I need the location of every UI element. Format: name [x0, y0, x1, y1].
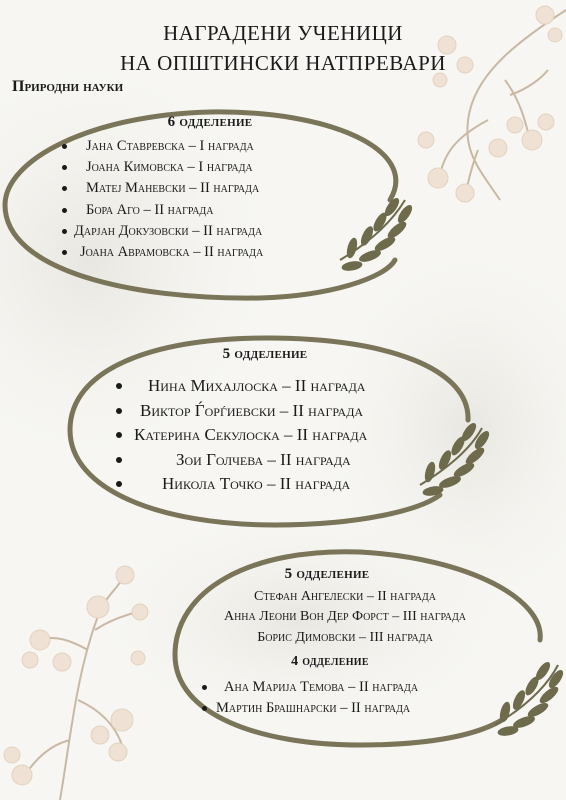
group-1-heading: 6 одделение — [167, 114, 253, 130]
section-heading: Природни науки — [12, 78, 124, 95]
page-title-line-2: НА ОПШТИНСКИ НАТПРЕВАРИ — [120, 51, 446, 75]
group-4-student-list — [200, 677, 418, 719]
list-item: Бора Аго – II награда — [60, 200, 263, 221]
group-1-student-list — [60, 136, 263, 263]
group-4-heading: 4 одделение — [291, 654, 369, 669]
page-title-line-1: НАГРАДЕНИ УЧЕНИЦИ — [163, 21, 403, 45]
list-item: Ана Марија Темова – II награда — [200, 677, 418, 698]
bottom-left-blossom-branch — [25, 575, 138, 800]
list-item: Дарјан Докузовски – II награда — [60, 221, 263, 242]
list-item: Јана Ставревска – I награда — [60, 136, 263, 157]
list-item: Борис Димовски – III награда — [257, 629, 433, 645]
list-item: Никола Точко – II награда — [114, 472, 367, 497]
bottom-left-blossoms — [4, 566, 148, 785]
group-3-heading: 5 одделение — [284, 566, 370, 582]
group-2-heading: 5 одделение — [222, 346, 308, 362]
laurel-sprig-1 — [340, 197, 414, 272]
list-item: Зои Голчева – II награда — [114, 448, 367, 473]
list-item: Катерина Секулоска – II награда — [114, 423, 367, 448]
list-item: Јоана Аврамовска – II награда — [60, 242, 263, 263]
list-item: Јоана Кимовска – I награда — [60, 157, 263, 178]
list-item: Мартин Брашнарски – II награда — [200, 698, 418, 719]
laurel-sprig-3 — [495, 661, 565, 737]
list-item: Стефан Ангелески – II награда — [254, 589, 436, 604]
laurel-sprig-2 — [420, 422, 491, 497]
group-2-student-list — [114, 374, 367, 497]
list-item: Анна Леони Вон Дер Форст – III награда — [223, 609, 467, 625]
list-item: Нина Михајлоска – II награда — [114, 374, 367, 399]
group-3-student-list — [210, 587, 480, 648]
list-item: Матеј Маневски – II награда — [60, 178, 263, 199]
list-item: Виктор Ѓорѓиевски – II награда — [114, 399, 367, 424]
